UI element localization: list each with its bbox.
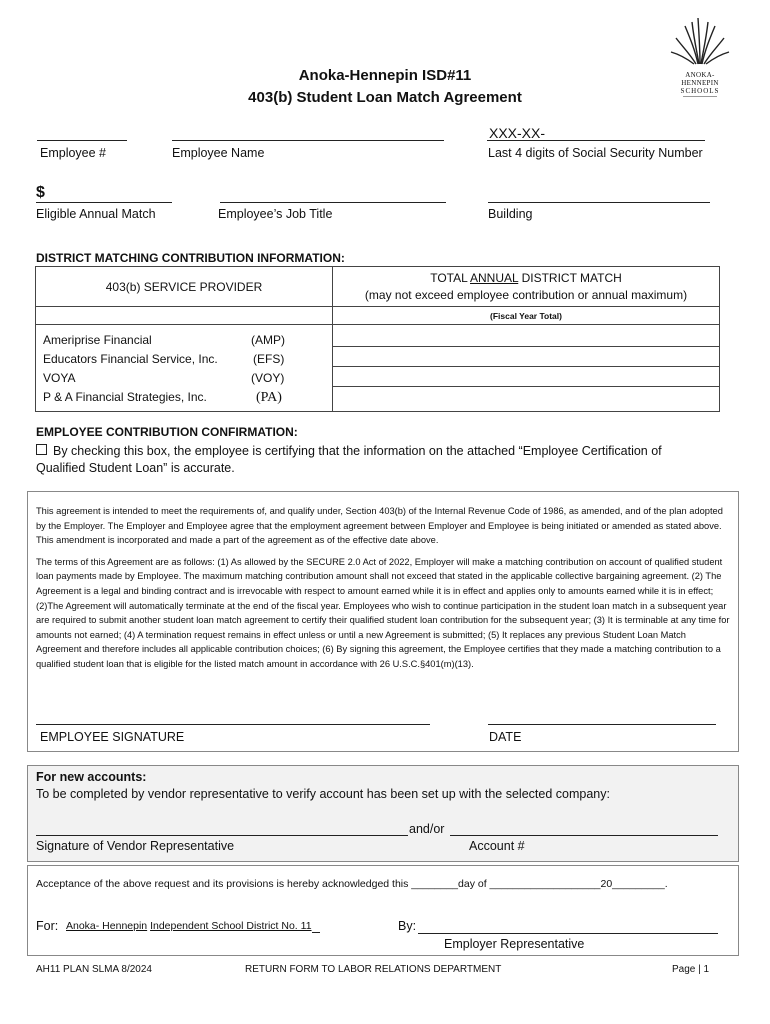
provider-name: Educators Financial Service, Inc. xyxy=(43,352,218,366)
provider-code: (PA) xyxy=(256,390,282,405)
employee-signature-line[interactable] xyxy=(36,724,430,725)
for-label: For: xyxy=(36,919,59,933)
logo-text-line1: ANOKA-HENNEPIN xyxy=(681,71,719,87)
provider-list-cell xyxy=(36,325,333,412)
provider-code: (VOY) xyxy=(251,371,285,385)
acceptance-box xyxy=(27,865,739,956)
ssn-label: Last 4 digits of Social Security Number xyxy=(488,146,703,160)
acceptance-line: Acceptance of the above request and its provisions is hereby acknowledged this ________day of ___________________20_________. xyxy=(36,878,668,890)
provider-column-header-text: 403(b) SERVICE PROVIDER xyxy=(105,279,263,294)
district-name-mid: Independent School District No. 11 xyxy=(150,920,312,932)
dollar-sign: $ xyxy=(36,184,45,201)
match-header-pre: TOTAL xyxy=(430,270,470,285)
confirmation-line1: By checking this box, the employee is certifying that the information on the attached “Employee Certification of xyxy=(53,444,662,458)
employee-signature-label: EMPLOYEE SIGNATURE xyxy=(40,730,185,744)
match-amount-pa[interactable] xyxy=(333,387,719,409)
match-header-annual: ANNUAL xyxy=(470,270,519,285)
district-title: Anoka-Hennepin ISD#11 xyxy=(298,67,472,84)
match-amount-cell[interactable] xyxy=(333,325,720,412)
provider-name: P & A Financial Strategies, Inc. xyxy=(43,390,207,404)
match-amount-amp[interactable] xyxy=(333,327,719,347)
employee-name-label: Employee Name xyxy=(172,146,265,160)
match-amount-efs[interactable] xyxy=(333,347,719,367)
date-line[interactable] xyxy=(488,724,716,725)
fiscal-year-label: (Fiscal Year Total) xyxy=(490,310,562,321)
agreement-box xyxy=(27,491,739,752)
provider-code: (AMP) xyxy=(251,333,285,347)
match-amount-voy[interactable] xyxy=(333,367,719,387)
date-label: DATE xyxy=(489,730,522,744)
provider-column-header xyxy=(36,267,333,307)
footer-return-instruction: RETURN FORM TO LABOR RELATIONS DEPARTMENT xyxy=(245,964,502,975)
ssn-prefix: XXX-XX- xyxy=(489,125,546,141)
district-section-heading: DISTRICT MATCHING CONTRIBUTION INFORMATION: xyxy=(36,251,345,265)
vendor-heading: For new accounts: xyxy=(36,770,147,784)
agreement-para1: This agreement is intended to meet the requirements of, and qualify under, Section 403(b) of the Internal Revenue Code of 1986, as amended, and of the plan adopted by the Employer. The Employer and Employee agree that the employment agreement between Employer and Employee is being initiated or amended as stated above. This amendment is incorporated and made a part of the agreement as of the effective date above. xyxy=(36,506,723,546)
form-title: 403(b) Student Loan Match Agreement xyxy=(248,89,522,106)
building-label: Building xyxy=(488,207,533,221)
match-column-header xyxy=(333,267,720,307)
provider-blank-cell xyxy=(36,307,333,325)
provider-row-efs xyxy=(43,350,332,369)
district-name-field xyxy=(66,920,320,932)
vendor-signature-label: Signature of Vendor Representative xyxy=(36,839,235,853)
provider-row-pa xyxy=(43,388,332,407)
footer-form-id: AH11 PLAN SLMA 8/2024 xyxy=(36,964,152,975)
building-line[interactable] xyxy=(488,202,710,203)
match-header-post: DISTRICT MATCH xyxy=(518,270,622,285)
vendor-instruction: To be completed by vendor representative to verify account has been set up with the selected company: xyxy=(36,787,610,801)
ssn-line[interactable] xyxy=(487,140,705,141)
fiscal-year-cell xyxy=(333,307,720,325)
certify-checkbox[interactable] xyxy=(36,444,47,455)
footer-page-number: Page | 1 xyxy=(672,964,710,975)
vendor-signature-line[interactable] xyxy=(36,835,408,836)
provider-name: Ameriprise Financial xyxy=(43,333,152,347)
grass-logo-icon xyxy=(668,14,732,66)
employee-confirmation-text xyxy=(36,443,662,477)
provider-row-voy xyxy=(43,369,332,388)
vendor-andor: and/or xyxy=(409,822,445,836)
employee-name-line[interactable] xyxy=(172,140,444,141)
agreement-para2: The terms of this Agreement are as follows: (1) As allowed by the SECURE 2.0 Act of 2022, Employer will make a matching contribution on account of qualified student loan payments made by Employee. The maximum matching contribution amount shall not exceed that stated in the applicable collective bargaining agreement. (2) The Agreement is a legal and binding contract and is irrevocable with respect to amount earned while it is in effect and applies only to amounts earned while it is in effect; (2)The Agreement will automatically terminate at the end of the fiscal year. Employees who wish to continue participation in the student loan match in a subsequent year are required to submit another student loan match agreement to certify their qualified student loan contribution for the subsequent year; (3) It is terminable at any time for amounts not earned; (4) A termination request remains in effect unless or until a new Agreement is submitted; (5) It replaces any previous Student Loan Match Agreement and therefore includes all applicable contribution choices; (6) By signing this agreement, the Employee certifies that they made a matching contribution to a qualified student loan that is eligible for the listed match amount in accordance with 26 U.S.C.§401(m)(13). xyxy=(36,556,730,669)
employer-rep-line[interactable] xyxy=(418,933,718,934)
job-title-line[interactable] xyxy=(220,202,446,203)
employee-number-label: Employee # xyxy=(40,146,107,160)
logo-text-line2: SCHOOLS xyxy=(680,87,720,95)
eligible-match-line[interactable] xyxy=(36,202,172,203)
employee-confirmation-heading: EMPLOYEE CONTRIBUTION CONFIRMATION: xyxy=(36,425,298,439)
vendor-box xyxy=(27,765,739,862)
provider-code: (EFS) xyxy=(253,352,285,366)
employer-rep-label: Employer Representative xyxy=(444,937,585,951)
by-label: By: xyxy=(398,919,417,933)
confirmation-line2: Qualified Student Loan” is accurate. xyxy=(36,461,235,475)
match-header-line2: (may not exceed employee contribution or annual maximum) xyxy=(364,287,688,302)
account-number-label: Account # xyxy=(469,839,525,853)
account-number-line[interactable] xyxy=(450,835,718,836)
district-name-pre: Anoka- Hennepin xyxy=(66,920,148,932)
job-title-label: Employee’s Job Title xyxy=(218,207,333,221)
employee-number-line[interactable] xyxy=(37,140,127,141)
provider-row-amp xyxy=(43,331,332,350)
provider-name: VOYA xyxy=(43,371,76,385)
provider-table xyxy=(35,266,720,412)
eligible-match-label: Eligible Annual Match xyxy=(36,207,156,221)
